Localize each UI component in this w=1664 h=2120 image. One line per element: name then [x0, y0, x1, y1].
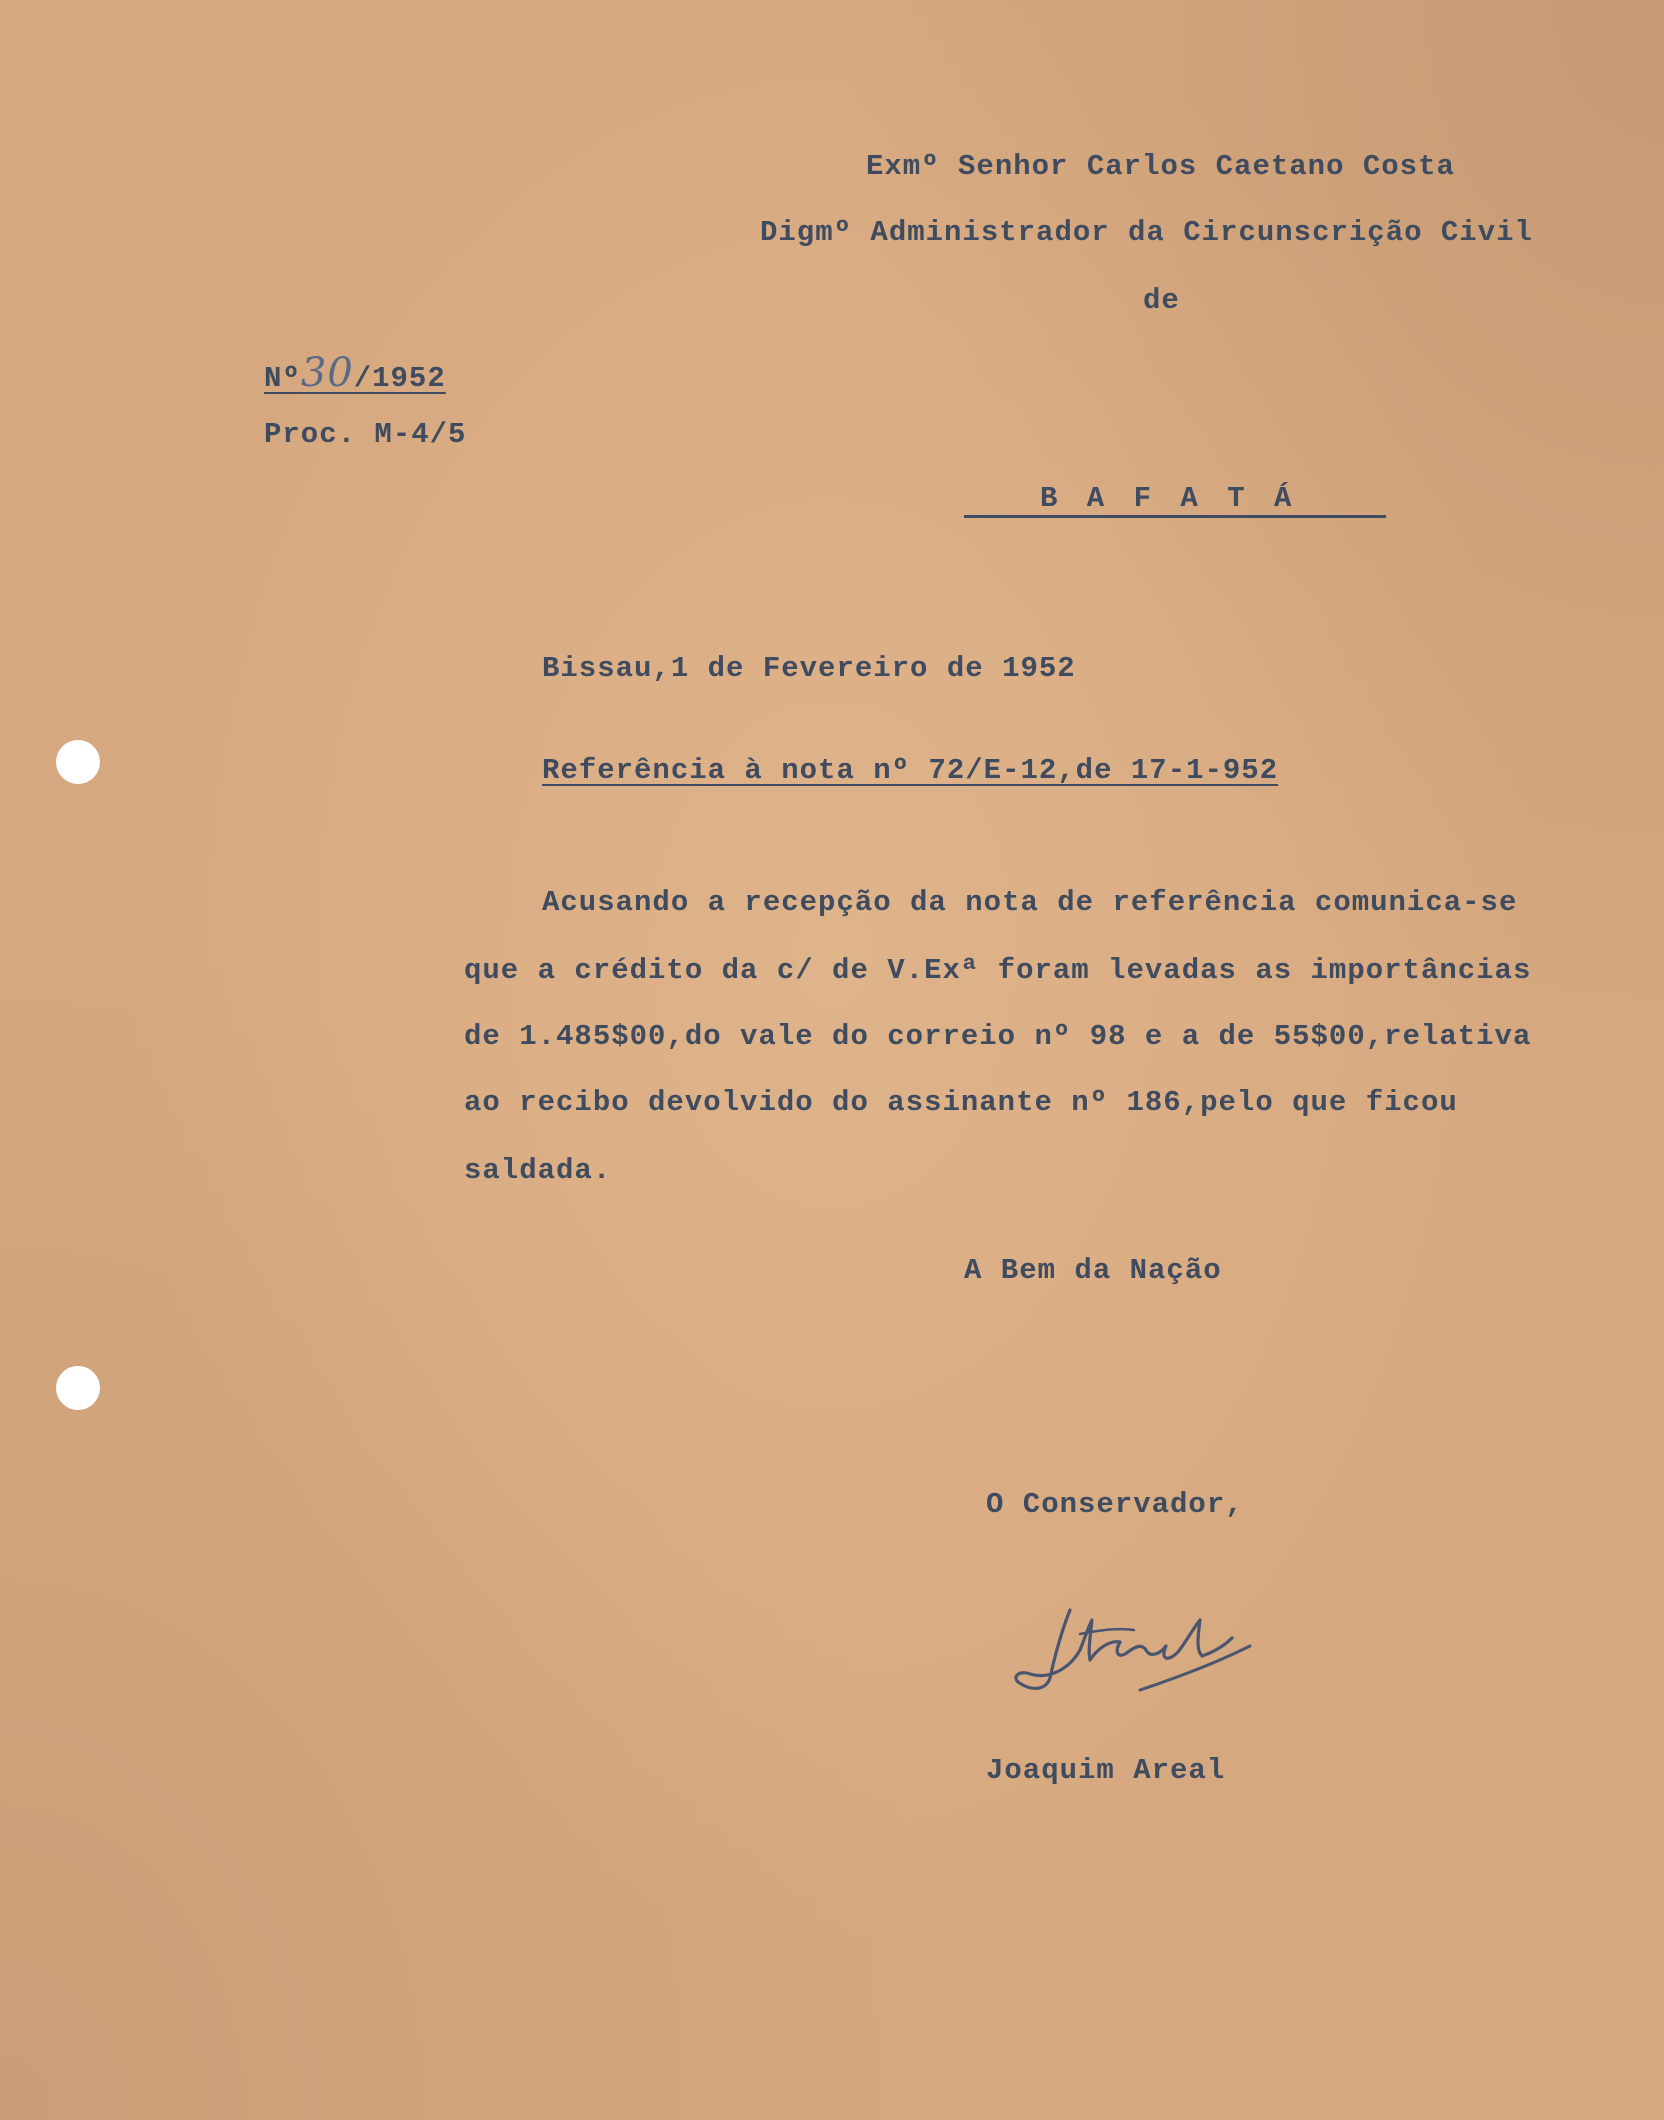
reference-number-prefix: Nº: [264, 362, 301, 395]
addressee-line-3: de: [1143, 284, 1180, 317]
body-line-3: de 1.485$00,do vale do correio nº 98 e a de 55$00,relativa: [464, 1020, 1532, 1053]
body-line-2: que a crédito da c/ de V.Exª foram levadas as importâncias: [464, 954, 1532, 987]
addressee-line-1: Exmº Senhor Carlos Caetano Costa: [866, 150, 1455, 183]
reference-number-handwritten: 30: [300, 350, 354, 396]
destination-bafata: B A F A T Á: [1040, 482, 1298, 515]
reference-number-suffix: /1952: [353, 362, 446, 395]
reference-number: [264, 350, 446, 396]
destination-underline: [964, 515, 1386, 518]
signatory-title: O Conservador,: [986, 1488, 1244, 1521]
signature-image: [1010, 1590, 1270, 1700]
punch-hole-bottom: [56, 1366, 100, 1410]
closing-salutation: A Bem da Nação: [964, 1254, 1222, 1287]
dateline: Bissau,1 de Fevereiro de 1952: [542, 652, 1076, 685]
body-line-5: saldada.: [464, 1154, 612, 1187]
process-number: Proc. M-4/5: [264, 418, 467, 451]
addressee-line-2: Digmº Administrador da Circunscrição Civil: [760, 216, 1533, 249]
subject-line: Referência à nota nº 72/E-12,de 17-1-952: [542, 754, 1279, 787]
body-line-1: Acusando a recepção da nota de referência comunica-se: [542, 886, 1518, 919]
body-line-4: ao recibo devolvido do assinante nº 186,pelo que ficou: [464, 1086, 1458, 1119]
punch-hole-top: [56, 740, 100, 784]
signatory-name: Joaquim Areal: [986, 1754, 1226, 1787]
